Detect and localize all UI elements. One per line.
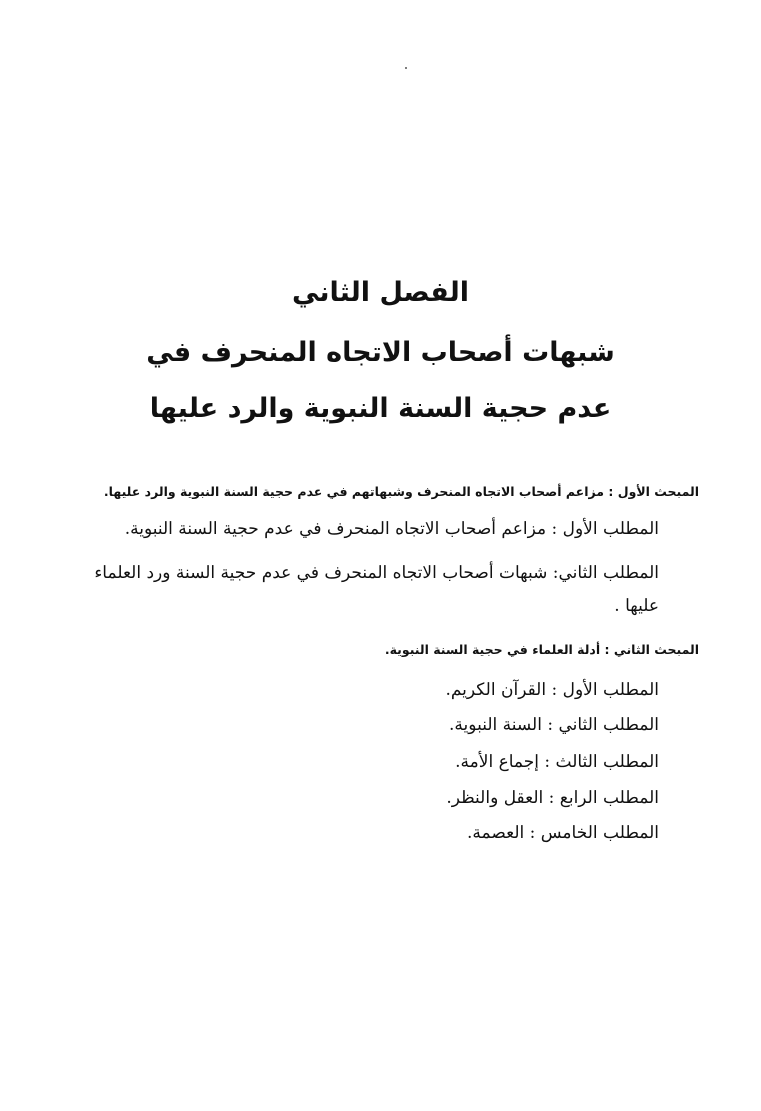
chapter-title: الفصل الثاني bbox=[292, 277, 469, 308]
section-2-item-2: المطلب الثاني : السنة النبوية. bbox=[449, 715, 659, 735]
section-2-item-1: المطلب الأول : القرآن الكريم. bbox=[445, 680, 659, 700]
section-2-item-4: المطلب الرابع : العقل والنظر. bbox=[446, 788, 659, 808]
section-2-item-5: المطلب الخامس : العصمة. bbox=[467, 823, 659, 843]
section-1-item-1: المطلب الأول : مزاعم أصحاب الاتجاه المنحرف في عدم حجية السنة النبوية. bbox=[124, 519, 659, 539]
section-2-title: المبحث الثاني : أدلة العلماء في حجية السنة النبوية. bbox=[384, 642, 699, 657]
section-1-title: المبحث الأول : مزاعم أصحاب الاتجاه المنحرف وشبهاتهم في عدم حجية السنة النبوية والرد عليها. bbox=[103, 484, 699, 499]
chapter-subtitle-line-2: عدم حجية السنة النبوية والرد عليها bbox=[149, 393, 612, 424]
scan-speck bbox=[405, 67, 407, 69]
chapter-subtitle-line-1: شبهات أصحاب الاتجاه المنحرف في bbox=[146, 337, 615, 368]
section-1-item-2: المطلب الثاني: شبهات أصحاب الاتجاه المنحرف في عدم حجية السنة ورد العلماء عليها . bbox=[94, 563, 659, 616]
section-2-item-3: المطلب الثالث : إجماع الأمة. bbox=[455, 752, 659, 772]
